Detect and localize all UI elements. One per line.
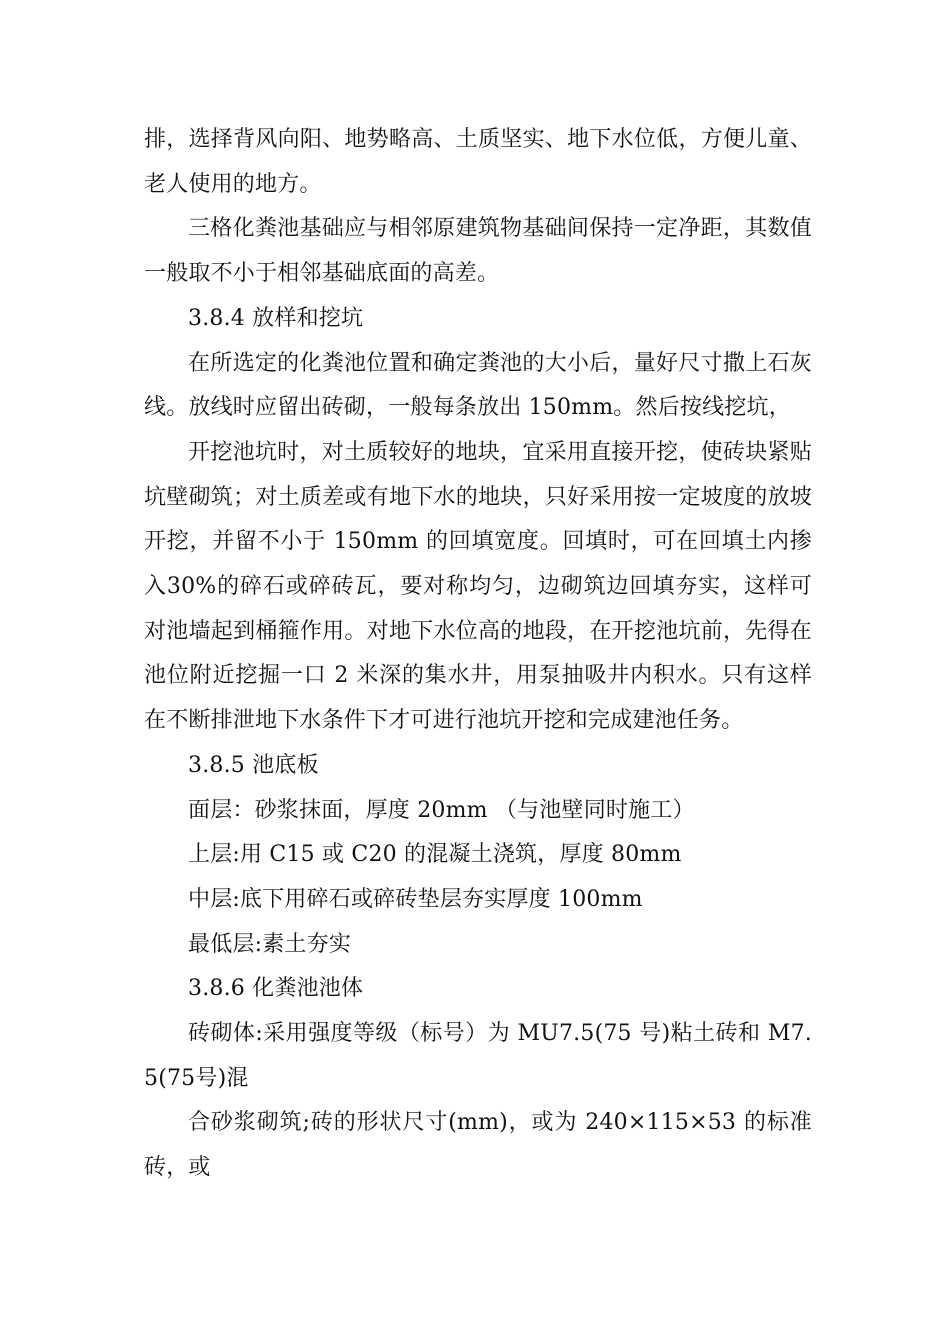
document-body — [144, 118, 812, 1191]
paragraph-bottom-layer: 最低层:素土夯实 — [188, 931, 352, 957]
paragraph-masonry: 砖砌体:采用强度等级（标号）为 MU7.5(75 号)粘土砖和 M7.5(75号)混 — [144, 1021, 812, 1091]
paragraph-excavation: 开挖池坑时，对土质较好的地块，宜采用直接开挖，使砖块紧贴坑壁砌筑；对土质差或有地下水的地块，只好采用按一定坡度的放坡开挖，并留不小于 150mm 的回填宽度。回填时，可在回填土内掺入30%的碎石或碎砖瓦，要对称均匀，边砌筑边回填夯实，这样可对池墙起到桶箍作用。对地下水位高的地段，在开挖池坑前，先得在池位附近挖掘一口 2 米深的集水井，用泵抽吸井内积水。只有这样在不断排泄地下水条件下才可进行池坑开挖和完成建池任务。 — [144, 439, 812, 734]
section-heading-3-8-6: 3.8.6 化粪池池体 — [188, 976, 364, 1002]
paragraph-layout-marking: 在所选定的化粪池位置和确定粪池的大小后，量好尺寸撒上石灰线。放线时应留出砖砌，一般每条放出 150mm。然后按线挖坑， — [144, 350, 812, 421]
section-heading-3-8-4: 3.8.4 放样和挖坑 — [188, 305, 364, 331]
paragraph-upper-layer: 上层:用 C15 或 C20 的混凝土浇筑，厚度 80mm — [188, 842, 682, 868]
paragraph-middle-layer: 中层:底下用碎石或碎砖垫层夯实厚度 100mm — [188, 886, 643, 912]
paragraph-site-selection: 排，选择背风向阳、地势略高、土质坚实、地下水位低，方便儿童、老人使用的地方。 — [144, 127, 812, 197]
paragraph-surface-layer: 面层：砂浆抹面，厚度 20mm （与池壁同时施工） — [188, 797, 695, 823]
paragraph-mortar-brick-size: 合砂浆砌筑;砖的形状尺寸(mm)，或为 240×115×53 的标准砖，或 — [144, 1110, 812, 1181]
paragraph-foundation-distance: 三格化粪池基础应与相邻原建筑物基础间保持一定净距，其数值一般取不小于相邻基础底面的高差。 — [144, 216, 812, 287]
section-heading-3-8-5: 3.8.5 池底板 — [188, 752, 319, 778]
